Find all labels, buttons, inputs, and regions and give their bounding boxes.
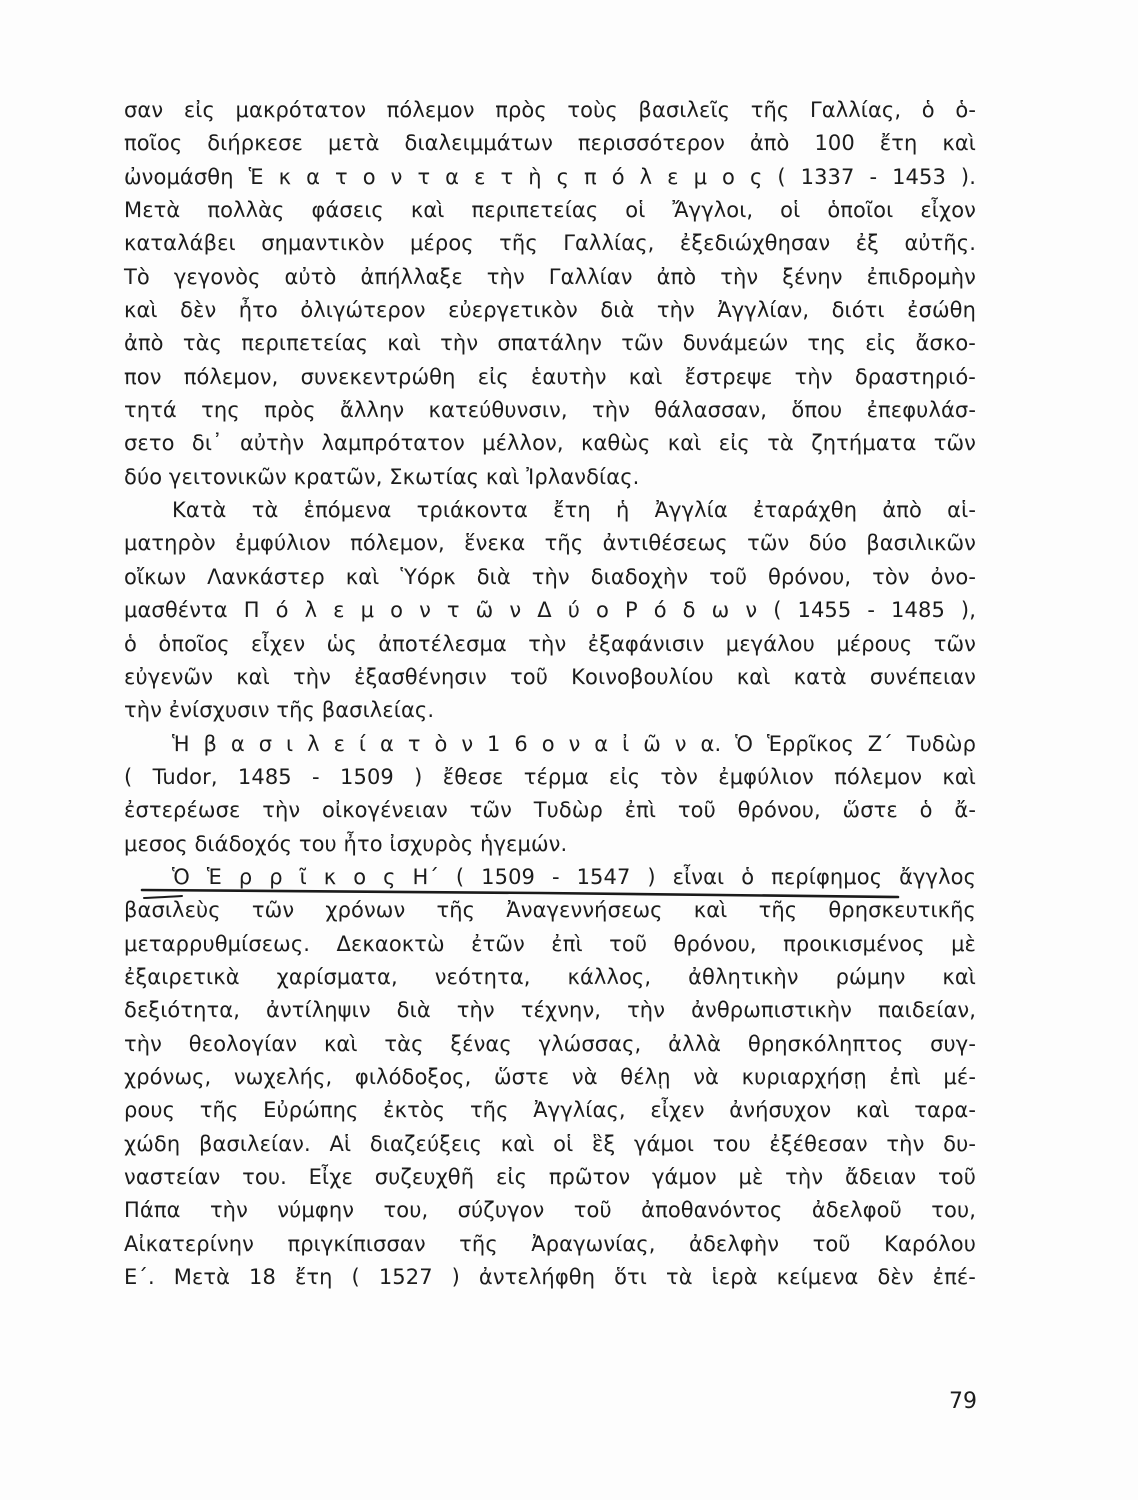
text-line: τὴν ἐνίσχυσιν τῆς βασιλείας. <box>124 698 435 723</box>
text-line: χρόνως, νωχελής, φιλόδοξος, ὥστε νὰ θέλῃ νὰ κυριαρχήσῃ ἐπὶ μέ- <box>124 1064 976 1089</box>
text-line: μασθέντα Π ό λ ε μ ο ν τ ῶ ν Δ ύ ο Ρ ό δ ω ν ( 1455 - 1485 ), <box>124 598 976 623</box>
text-line: Τὸ γεγονὸς αὐτὸ ἀπήλλαξε τὴν Γαλλίαν ἀπὸ τὴν ξένην ἐπιδρομὴν <box>124 264 976 289</box>
text-line: ἀπὸ τὰς περιπετείας καὶ τὴν σπατάλην τῶν δυνάμεών της εἰς ἄσκο- <box>124 331 976 356</box>
text-line: σαν εἰς μακρότατον πόλεμον πρὸς τοὺς βασιλεῖς τῆς Γαλλίας, ὁ ὁ- <box>124 98 976 122</box>
text-line: Ἡ β α σ ι λ ε ί α τ ὸ ν 1 6 ο ν α ἰ ῶ ν α. Ὁ Ἑρρῖκος Ζ΄ Τυδὼρ <box>172 731 976 756</box>
text-line: βασιλεὺς τῶν χρόνων τῆς Ἀναγεννήσεως καὶ τῆς θρησκευτικῆς <box>124 898 976 923</box>
text-line: μεσος διάδοχός του ἦτο ἰσχυρὸς ἡγεμών. <box>124 831 568 856</box>
text-line: Ε΄. Μετὰ 18 ἔτη ( 1527 ) ἀντελήφθη ὅτι τὰ ἱερὰ κείμενα δὲν ἐπέ- <box>124 1265 976 1290</box>
text-line: τητά της πρὸς ἄλλην κατεύθυνσιν, τὴν θάλασσαν, ὅπου ἐπεφυλάσ- <box>124 398 976 423</box>
text-line: ὠνομάσθη Ἑ κ α τ ο ν τ α ε τ ὴ ς π ό λ ε μ ο ς ( 1337 - 1453 ). <box>124 164 976 189</box>
text-line: Κατὰ τὰ ἑπόμενα τριάκοντα ἔτη ἡ Ἀγγλία ἐταράχθη ἀπὸ αἱ- <box>172 498 976 523</box>
text-line: ρους τῆς Εὐρώπης ἐκτὸς τῆς Ἀγγλίας, εἶχεν ἀνήσυχον καὶ ταρα- <box>124 1098 976 1123</box>
text-line: σετο δι᾽ αὐτὴν λαμπρότατον μέλλον, καθὼς καὶ εἰς τὰ ζητήματα τῶν <box>124 431 976 456</box>
text-line: δύο γειτονικῶν κρατῶν, Σκωτίας καὶ Ἰρλανδίας. <box>124 464 640 489</box>
text-line: ποῖος διήρκεσε μετὰ διαλειμμάτων περισσότερον ἀπὸ 100 ἔτη καὶ <box>124 131 976 156</box>
body-text <box>124 94 976 1294</box>
text-line: πον πόλεμον, συνεκεντρώθη εἰς ἑαυτὴν καὶ ἔστρεψε τὴν δραστηριό- <box>124 364 976 389</box>
text-line: καταλάβει σημαντικὸν μέρος τῆς Γαλλίας, ἐξεδιώχθησαν ἐξ αὐτῆς. <box>124 231 976 256</box>
text-line: δεξιότητα, ἀντίληψιν διὰ τὴν τέχνην, τὴν ἀνθρωπιστικὴν παιδείαν, <box>124 998 976 1023</box>
text-line: εὐγενῶν καὶ τὴν ἐξασθένησιν τοῦ Κοινοβουλίου καὶ κατὰ συνέπειαν <box>124 664 976 689</box>
pen-underline-mark <box>140 886 900 900</box>
text-line: ἐστερέωσε τὴν οἰκογένειαν τῶν Τυδὼρ ἐπὶ τοῦ θρόνου, ὥστε ὁ ἄ- <box>124 798 976 823</box>
text-line: καὶ δὲν ἦτο ὀλιγώτερον εὐεργετικὸν διὰ τὴν Ἀγγλίαν, διότι ἐσώθη <box>124 298 976 323</box>
text-line: μεταρρυθμίσεως. Δεκαοκτὼ ἐτῶν ἐπὶ τοῦ θρόνου, προικισμένος μὲ <box>124 931 976 956</box>
text-line: ὁ ὁποῖος εἶχεν ὡς ἀποτέλεσμα τὴν ἐξαφάνισιν μεγάλου μέρους τῶν <box>124 631 976 656</box>
text-line: ἐξαιρετικὰ χαρίσματα, νεότητα, κάλλος, ἀθλητικὴν ρώμην καὶ <box>124 964 976 989</box>
text-line: χώδη βασιλείαν. Αἱ διαζεύξεις καὶ οἱ ἓξ γάμοι του ἐξέθεσαν τὴν δυ- <box>124 1131 976 1156</box>
text-line: Αἰκατερίνην πριγκίπισσαν τῆς Ἀραγωνίας, ἀδελφὴν τοῦ Καρόλου <box>124 1231 976 1256</box>
text-line: Ὁ Ἑ ρ ρ ῖ κ ο ς Η΄ ( 1509 - 1547 ) εἶναι ὁ περίφημος ἄγγλος <box>172 864 976 889</box>
text-line: Πάπα τὴν νύμφην του, σύζυγον τοῦ ἀποθανόντος ἀδελφοῦ του, <box>124 1198 976 1223</box>
text-line: τὴν θεολογίαν καὶ τὰς ξένας γλώσσας, ἀλλὰ θρησκόληπτος συγ- <box>124 1031 976 1056</box>
text-line: ( Tudor, 1485 - 1509 ) ἔθεσε τέρμα εἰς τὸν ἐμφύλιον πόλεμον καὶ <box>124 764 976 789</box>
page-number: 79 <box>949 1389 977 1414</box>
text-line: ναστείαν του. Εἶχε συζευχθῆ εἰς πρῶτον γάμον μὲ τὴν ἄδειαν τοῦ <box>124 1165 976 1189</box>
text-line: ματηρὸν ἐμφύλιον πόλεμον, ἕνεκα τῆς ἀντιθέσεως τῶν δύο βασιλικῶν <box>124 531 976 556</box>
text-line: οἴκων Λανκάστερ καὶ Ὑόρκ διὰ τὴν διαδοχὴν τοῦ θρόνου, τὸν ὀνο- <box>124 564 976 589</box>
text-line: Μετὰ πολλὰς φάσεις καὶ περιπετείας οἱ Ἄγγλοι, οἱ ὁποῖοι εἶχον <box>124 198 976 223</box>
